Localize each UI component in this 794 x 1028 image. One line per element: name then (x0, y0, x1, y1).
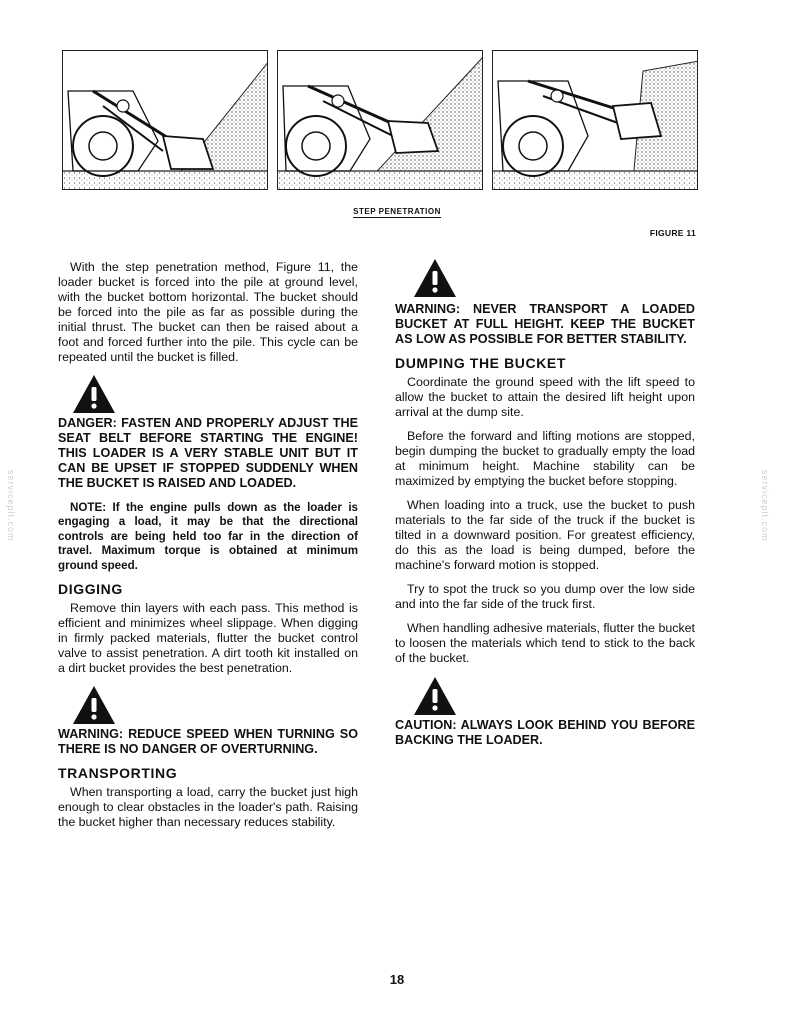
dumping-paragraph-5: When handling adhesive materials, flutter the bucket to loosen the materials which tend to stick to the back of the bucket. (395, 621, 695, 665)
danger-text: DANGER: FASTEN AND PROPERLY ADJUST THE SEAT BELT BEFORE STARTING THE ENGINE! THIS LOADER IS A VERY STABLE UNIT BUT IT CAN BE UPSET IF STOPPED SUDDENLY WHEN THE BUCKET IS RAISED AND LOADED. (58, 416, 358, 490)
dumping-paragraph-3: When loading into a truck, use the bucket to push materials to the far side of the truck if the bucket is tilted in a downward position. For greatest efficiency, do this as the load is being dumped, before the machine's forward motion is stopped. (395, 498, 695, 572)
dumping-heading: DUMPING THE BUCKET (395, 355, 567, 371)
transporting-heading: TRANSPORTING (58, 765, 178, 782)
warning-turning-alert (58, 685, 358, 757)
note-engine-pulls-down: NOTE: If the engine pulls down as the loader is engaging a load, it may be that the directional controls are being held too far in the direction of travel. Maximum torque is obtained at minimum ground speed. (58, 501, 358, 572)
figure-caption (0, 207, 794, 216)
loader-illustration-raised-thrust (278, 51, 483, 190)
loader-illustration-bucket-filled (493, 51, 698, 190)
warning-triangle-icon (72, 685, 358, 725)
figure-number: FIGURE 11 (649, 228, 696, 238)
warning-triangle-icon (72, 374, 358, 414)
watermark-right: serviceplt.com (760, 470, 770, 542)
caution-text: CAUTION: ALWAYS LOOK BEHIND YOU BEFORE BACKING THE LOADER. (395, 718, 695, 747)
loader-panel-1 (62, 50, 268, 190)
loader-panel-3 (492, 50, 698, 190)
watermark-left: serviceplt.com (6, 470, 16, 542)
right-column (395, 258, 695, 748)
loader-panel-2 (277, 50, 483, 190)
step-penetration-paragraph: With the step penetration method, Figure 11, the loader bucket is forced into the pile at ground level, with the bucket bottom horizontal. The bucket should be forced into the pile as far as possible during the initial thrust. The bucket can then be raised about a foot and forced further into the pile. This cycle can be repeated until the bucket is filled. (58, 260, 358, 364)
dumping-paragraph-4: Try to spot the truck so you dump over the low side and into the far side of the truck first. (395, 582, 695, 611)
dumping-paragraph-1: Coordinate the ground speed with the lift speed to allow the bucket to attain the desired lift height upon arrival at the dump site. (395, 375, 695, 419)
warning-transport-alert (395, 258, 695, 347)
warning-triangle-icon (413, 676, 695, 716)
danger-seat-belt-alert (58, 374, 358, 491)
dumping-paragraph-2: Before the forward and lifting motions are stopped, begin dumping the bucket to gradually empty the load at minimum height. Machine stability can be maximized by emptying the bucket before stopping. (395, 429, 695, 488)
digging-heading: DIGGING (58, 581, 123, 598)
figure-caption-text: STEP PENETRATION (353, 207, 441, 216)
transporting-paragraph: When transporting a load, carry the bucket just high enough to clear obstacles in the loader's path. Raising the bucket higher than necessary reduces stability. (58, 785, 358, 830)
page-number: 18 (389, 972, 405, 987)
warning-turning-text: WARNING: REDUCE SPEED WHEN TURNING SO THERE IS NO DANGER OF OVERTURNING. (58, 727, 358, 757)
left-column (58, 260, 358, 839)
warning-triangle-icon (413, 258, 695, 298)
caution-backing-alert (395, 676, 695, 748)
digging-paragraph: Remove thin layers with each pass. This method is efficient and minimizes wheel slippage. When digging in firmly packed materials, flutter the bucket control valve to assist penetration. A dirt tooth kit installed on a dirt bucket provides the best penetration. (58, 601, 358, 676)
loader-illustration-ground-level (63, 51, 268, 190)
warning-transport-text: WARNING: NEVER TRANSPORT A LOADED BUCKET AT FULL HEIGHT. KEEP THE BUCKET AS LOW AS POSSIBLE FOR BETTER STABILITY. (395, 302, 695, 346)
figure-11-illustrations (62, 50, 698, 190)
